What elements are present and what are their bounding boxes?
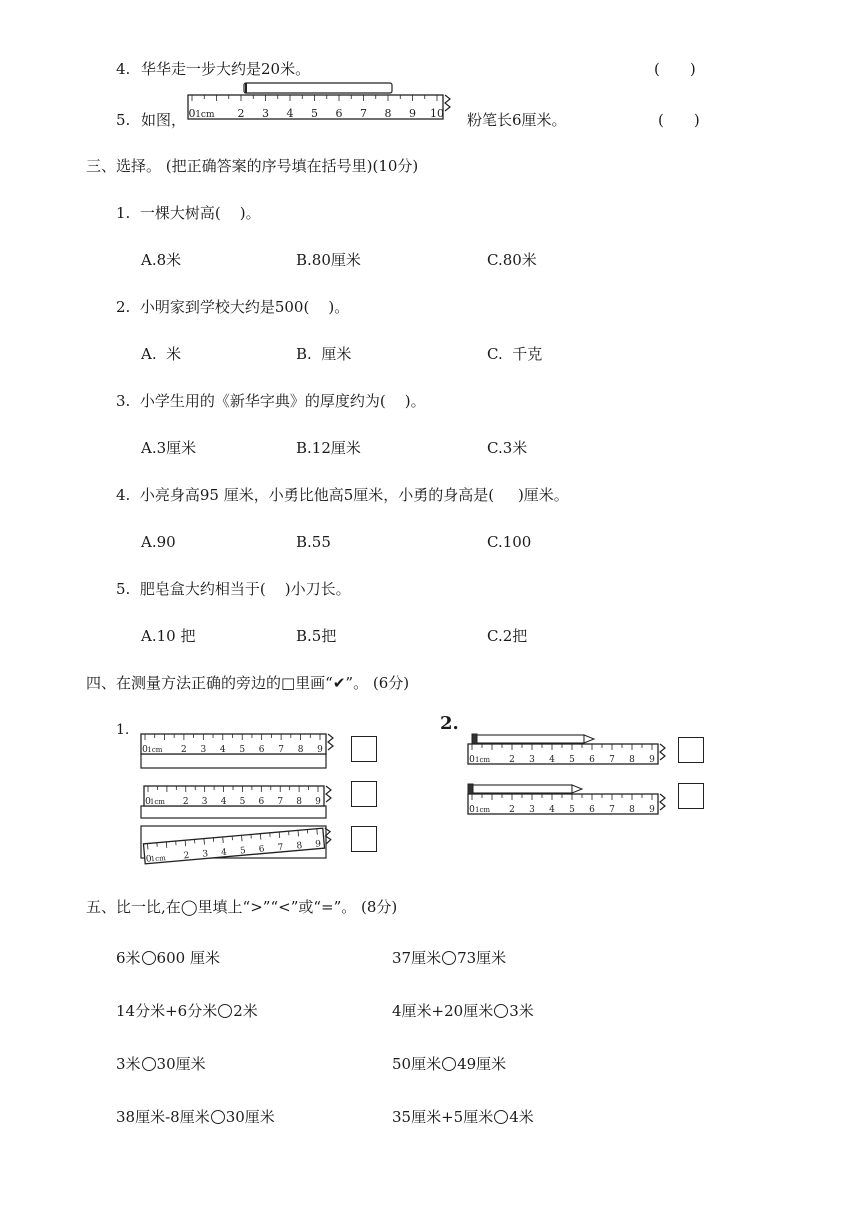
ruler-number-label: 8 (629, 805, 635, 815)
ruler-number-label: 2 (181, 745, 187, 755)
compare-circle[interactable] (211, 1110, 225, 1124)
ruler-number-label: 2 (182, 797, 189, 807)
ruler-number-label: 2 (237, 107, 245, 120)
ruler-number-label: 2 (509, 805, 515, 815)
compare-term: 35厘米+5厘米 (392, 1108, 494, 1126)
ruler-tick (298, 830, 299, 836)
ruler-unit-label: 1cm (474, 756, 490, 764)
choice-q5-text: 5. 肥皂盒大约相当于( )小刀长。 (116, 580, 351, 598)
ruler-number-label: 5 (569, 755, 575, 765)
pencil-body (472, 785, 572, 793)
pencil-eraser (468, 784, 473, 794)
ruler-number-label: 3 (262, 107, 269, 120)
checkbox-2b[interactable] (678, 783, 704, 809)
choice-q3-option-a[interactable]: A.3厘米 (141, 439, 197, 457)
checkbox-2a[interactable] (678, 737, 704, 763)
measure-figure-1c (138, 818, 348, 870)
compare-row4-left (116, 1107, 275, 1127)
choice-q2-option-a[interactable]: A. 米 (141, 345, 182, 363)
compare-row3-right (392, 1054, 506, 1074)
judge-q5-prefix: 如图， (141, 111, 187, 129)
ruler-number-label: 5 (239, 745, 246, 755)
ruler-number-label: 9 (315, 797, 321, 807)
ruler-unit-label: 1cm (147, 746, 163, 754)
ruler-number-label: 8 (629, 755, 635, 765)
ruler-number-label: 2 (183, 850, 190, 862)
compare-term: 6米 (116, 949, 141, 967)
compare-circle[interactable] (142, 951, 156, 965)
ruler-break-mark (326, 786, 331, 802)
choice-q2-option-b[interactable]: B. 厘米 (296, 345, 352, 363)
ruler-number-label: 4 (220, 847, 228, 859)
ruler-tick (166, 842, 167, 848)
section5-title: 五、比一比,在◯里填上“>”“<”或“=”。 (8分) (86, 898, 398, 916)
compare-term: 38厘米-8厘米 (116, 1108, 210, 1126)
ruler-unit-label: 1cm (150, 854, 167, 864)
ruler-tick (279, 832, 280, 838)
ruler-number-label: 3 (200, 745, 207, 755)
ruler (468, 794, 665, 815)
ruler-number-label: 7 (609, 755, 615, 765)
section4-title: 四、在测量方法正确的旁边的□里画“✔”。 (6分) (86, 674, 410, 692)
ruler-number-label: 8 (296, 797, 302, 807)
choice-q4-text: 4. 小亮身高95 厘米，小勇比他高5厘米，小勇的身高是( )厘米。 (116, 486, 569, 504)
ruler-number-label: 6 (335, 107, 343, 120)
ruler-break-mark (328, 734, 333, 750)
ruler-number-label: 4 (220, 797, 227, 807)
ruler-number-label: 6 (258, 844, 266, 855)
ruler-number-label: 6 (589, 755, 595, 765)
choice-q1-option-b[interactable]: B.80厘米 (296, 251, 361, 269)
ruler-tick (223, 837, 224, 843)
ruler-tick (204, 839, 205, 845)
ruler-number-label: 7 (277, 797, 284, 807)
ruler-number-label: 9 (649, 755, 655, 765)
compare-term: 50厘米 (392, 1055, 442, 1073)
ruler-2b-svg (462, 778, 672, 822)
ruler-number-label: 8 (384, 107, 392, 120)
ruler-number-label: 0 (469, 805, 475, 815)
measure-figure-2a (462, 728, 672, 776)
ruler-number-label: 9 (409, 107, 416, 120)
ruler-number-label: 8 (297, 745, 304, 755)
pencil-eraser (472, 734, 477, 744)
ruler-number-label: 0 (142, 745, 148, 755)
ruler-number-label: 0 (145, 854, 153, 865)
ruler (144, 786, 331, 807)
choice-q2-text: 2. 小明家到学校大约是500( )。 (116, 298, 350, 316)
ruler (188, 95, 450, 120)
compare-term: 3米 (116, 1055, 141, 1073)
ruler-number-label: 4 (549, 805, 555, 815)
choice-q4-option-c[interactable]: C.100 (487, 533, 532, 551)
compare-row4-right (392, 1107, 534, 1127)
ruler-number-label: 3 (529, 805, 535, 815)
ruler-1b-svg (138, 778, 348, 822)
judge-q4-answer-paren[interactable]: ( ) (654, 60, 696, 78)
measure-group2-label: 2. (440, 713, 459, 734)
ruler-number-label: 6 (258, 797, 265, 807)
ruler-number-label: 5 (239, 797, 246, 807)
ruler-number-label: 4 (219, 745, 226, 755)
ruler-number-label: 6 (258, 745, 265, 755)
compare-circle[interactable] (494, 1110, 508, 1124)
ruler-number-label: 7 (278, 745, 284, 755)
choice-q5-option-a[interactable]: A.10 把 (141, 627, 196, 645)
compare-term: 30厘米 (156, 1055, 206, 1073)
checkbox-1a[interactable] (351, 736, 377, 762)
ruler-number-label: 2 (509, 755, 515, 765)
ruler-2a-svg (462, 728, 672, 772)
compare-term: 73厘米 (457, 949, 507, 967)
ruler-number-label: 7 (609, 805, 615, 815)
measure-figure-2b (462, 778, 672, 826)
compare-row1-right (392, 948, 506, 968)
compare-row3-left (116, 1054, 206, 1074)
chalk-ruler-figure (186, 82, 466, 128)
ruler-number-label: 0 (145, 797, 151, 807)
choice-q4-option-a[interactable]: A.90 (141, 533, 176, 551)
ruler-tick (147, 844, 148, 850)
ruler-break-mark (660, 744, 665, 760)
judge-q4-number: 4. (116, 60, 131, 78)
ruler-unit-label: 1cm (474, 806, 490, 814)
compare-circle[interactable] (142, 1057, 156, 1071)
ruler-number-label: 3 (201, 797, 208, 807)
judge-q5-answer-paren[interactable]: ( ) (658, 111, 700, 129)
compare-term: 4米 (509, 1108, 534, 1126)
ruler (468, 744, 665, 765)
pencil-tip (572, 785, 582, 793)
compare-row1-left (116, 948, 220, 968)
pencil-body (474, 735, 584, 743)
compare-term: 4厘米+20厘米 (392, 1002, 494, 1020)
ruler-number-label: 0 (469, 755, 475, 765)
choice-q3-option-b[interactable]: B.12厘米 (296, 439, 361, 457)
ruler-number-label: 9 (649, 805, 655, 815)
ruler-tick (317, 829, 318, 835)
choice-q5-option-c[interactable]: C.2把 (487, 627, 528, 645)
ruler-number-label: 10 (430, 107, 444, 120)
ruler-number-label: 7 (360, 107, 367, 120)
ruler-number-label: 7 (277, 842, 284, 854)
compare-term: 2米 (233, 1002, 258, 1020)
ruler-number-label: 8 (296, 841, 303, 852)
checkbox-1c[interactable] (351, 826, 377, 852)
judge-q5-suffix: 粉笔长6厘米。 (467, 111, 567, 129)
ruler-tick (242, 835, 243, 841)
ruler-number-label: 6 (589, 805, 595, 815)
compare-term: 30厘米 (225, 1108, 275, 1126)
ruler-number-label: 3 (529, 755, 535, 765)
chalk-ruler-svg (186, 82, 466, 124)
measured-object (141, 806, 326, 818)
choice-q4-option-b[interactable]: B.55 (296, 533, 331, 551)
checkbox-1b[interactable] (351, 781, 377, 807)
ruler-number-label: 9 (317, 745, 323, 755)
ruler-break-mark (445, 95, 450, 111)
ruler-1c-svg (138, 818, 348, 866)
pencil-tip (584, 735, 594, 743)
ruler-1a-svg (138, 728, 348, 772)
ruler-number-label: 0 (188, 107, 196, 120)
choice-q1-option-c[interactable]: C.80米 (487, 251, 537, 269)
compare-row2-right (392, 1001, 534, 1021)
ruler-number-label: 4 (286, 107, 294, 120)
compare-circle[interactable] (442, 1057, 456, 1071)
compare-circle[interactable] (494, 1004, 508, 1018)
ruler-tick (260, 834, 261, 840)
compare-term: 3米 (509, 1002, 534, 1020)
measured-object (141, 754, 326, 768)
ruler-number-label: 3 (202, 849, 209, 860)
measure-group1-label: 1. (116, 722, 130, 738)
judge-q5-number: 5. (116, 111, 131, 129)
chalk-stick (244, 83, 392, 93)
ruler-number-label: 4 (549, 755, 555, 765)
compare-circle[interactable] (442, 951, 456, 965)
measure-figure-1a (138, 728, 348, 776)
ruler (141, 734, 333, 755)
choice-q3-option-c[interactable]: C.3米 (487, 439, 528, 457)
judge-q4-text: 华华走一步大约是20米。 (141, 60, 311, 78)
compare-term: 14分米+6分米 (116, 1002, 218, 1020)
choice-q5-option-b[interactable]: B.5把 (296, 627, 337, 645)
choice-q1-text: 1. 一棵大树高( )。 (116, 204, 261, 222)
ruler-number-label: 5 (311, 107, 318, 120)
compare-term: 600 厘米 (156, 949, 220, 967)
ruler-tick (185, 840, 186, 846)
ruler-unit-label: 1cm (195, 110, 215, 120)
ruler-unit-label: 1cm (149, 798, 165, 806)
ruler-number-label: 5 (239, 846, 247, 857)
ruler-number-label: 5 (569, 805, 575, 815)
compare-row2-left (116, 1001, 258, 1021)
compare-term: 49厘米 (457, 1055, 507, 1073)
choice-q2-option-c[interactable]: C. 千克 (487, 345, 543, 363)
section3-title: 三、选择。 (把正确答案的序号填在括号里)(10分) (86, 157, 419, 175)
ruler-break-mark (660, 794, 665, 810)
choice-q3-text: 3. 小学生用的《新华字典》的厚度约为( )。 (116, 392, 426, 410)
compare-circle[interactable] (218, 1004, 232, 1018)
ruler-number-label: 9 (314, 839, 322, 850)
choice-q1-option-a[interactable]: A.8米 (141, 251, 182, 269)
compare-term: 37厘米 (392, 949, 442, 967)
